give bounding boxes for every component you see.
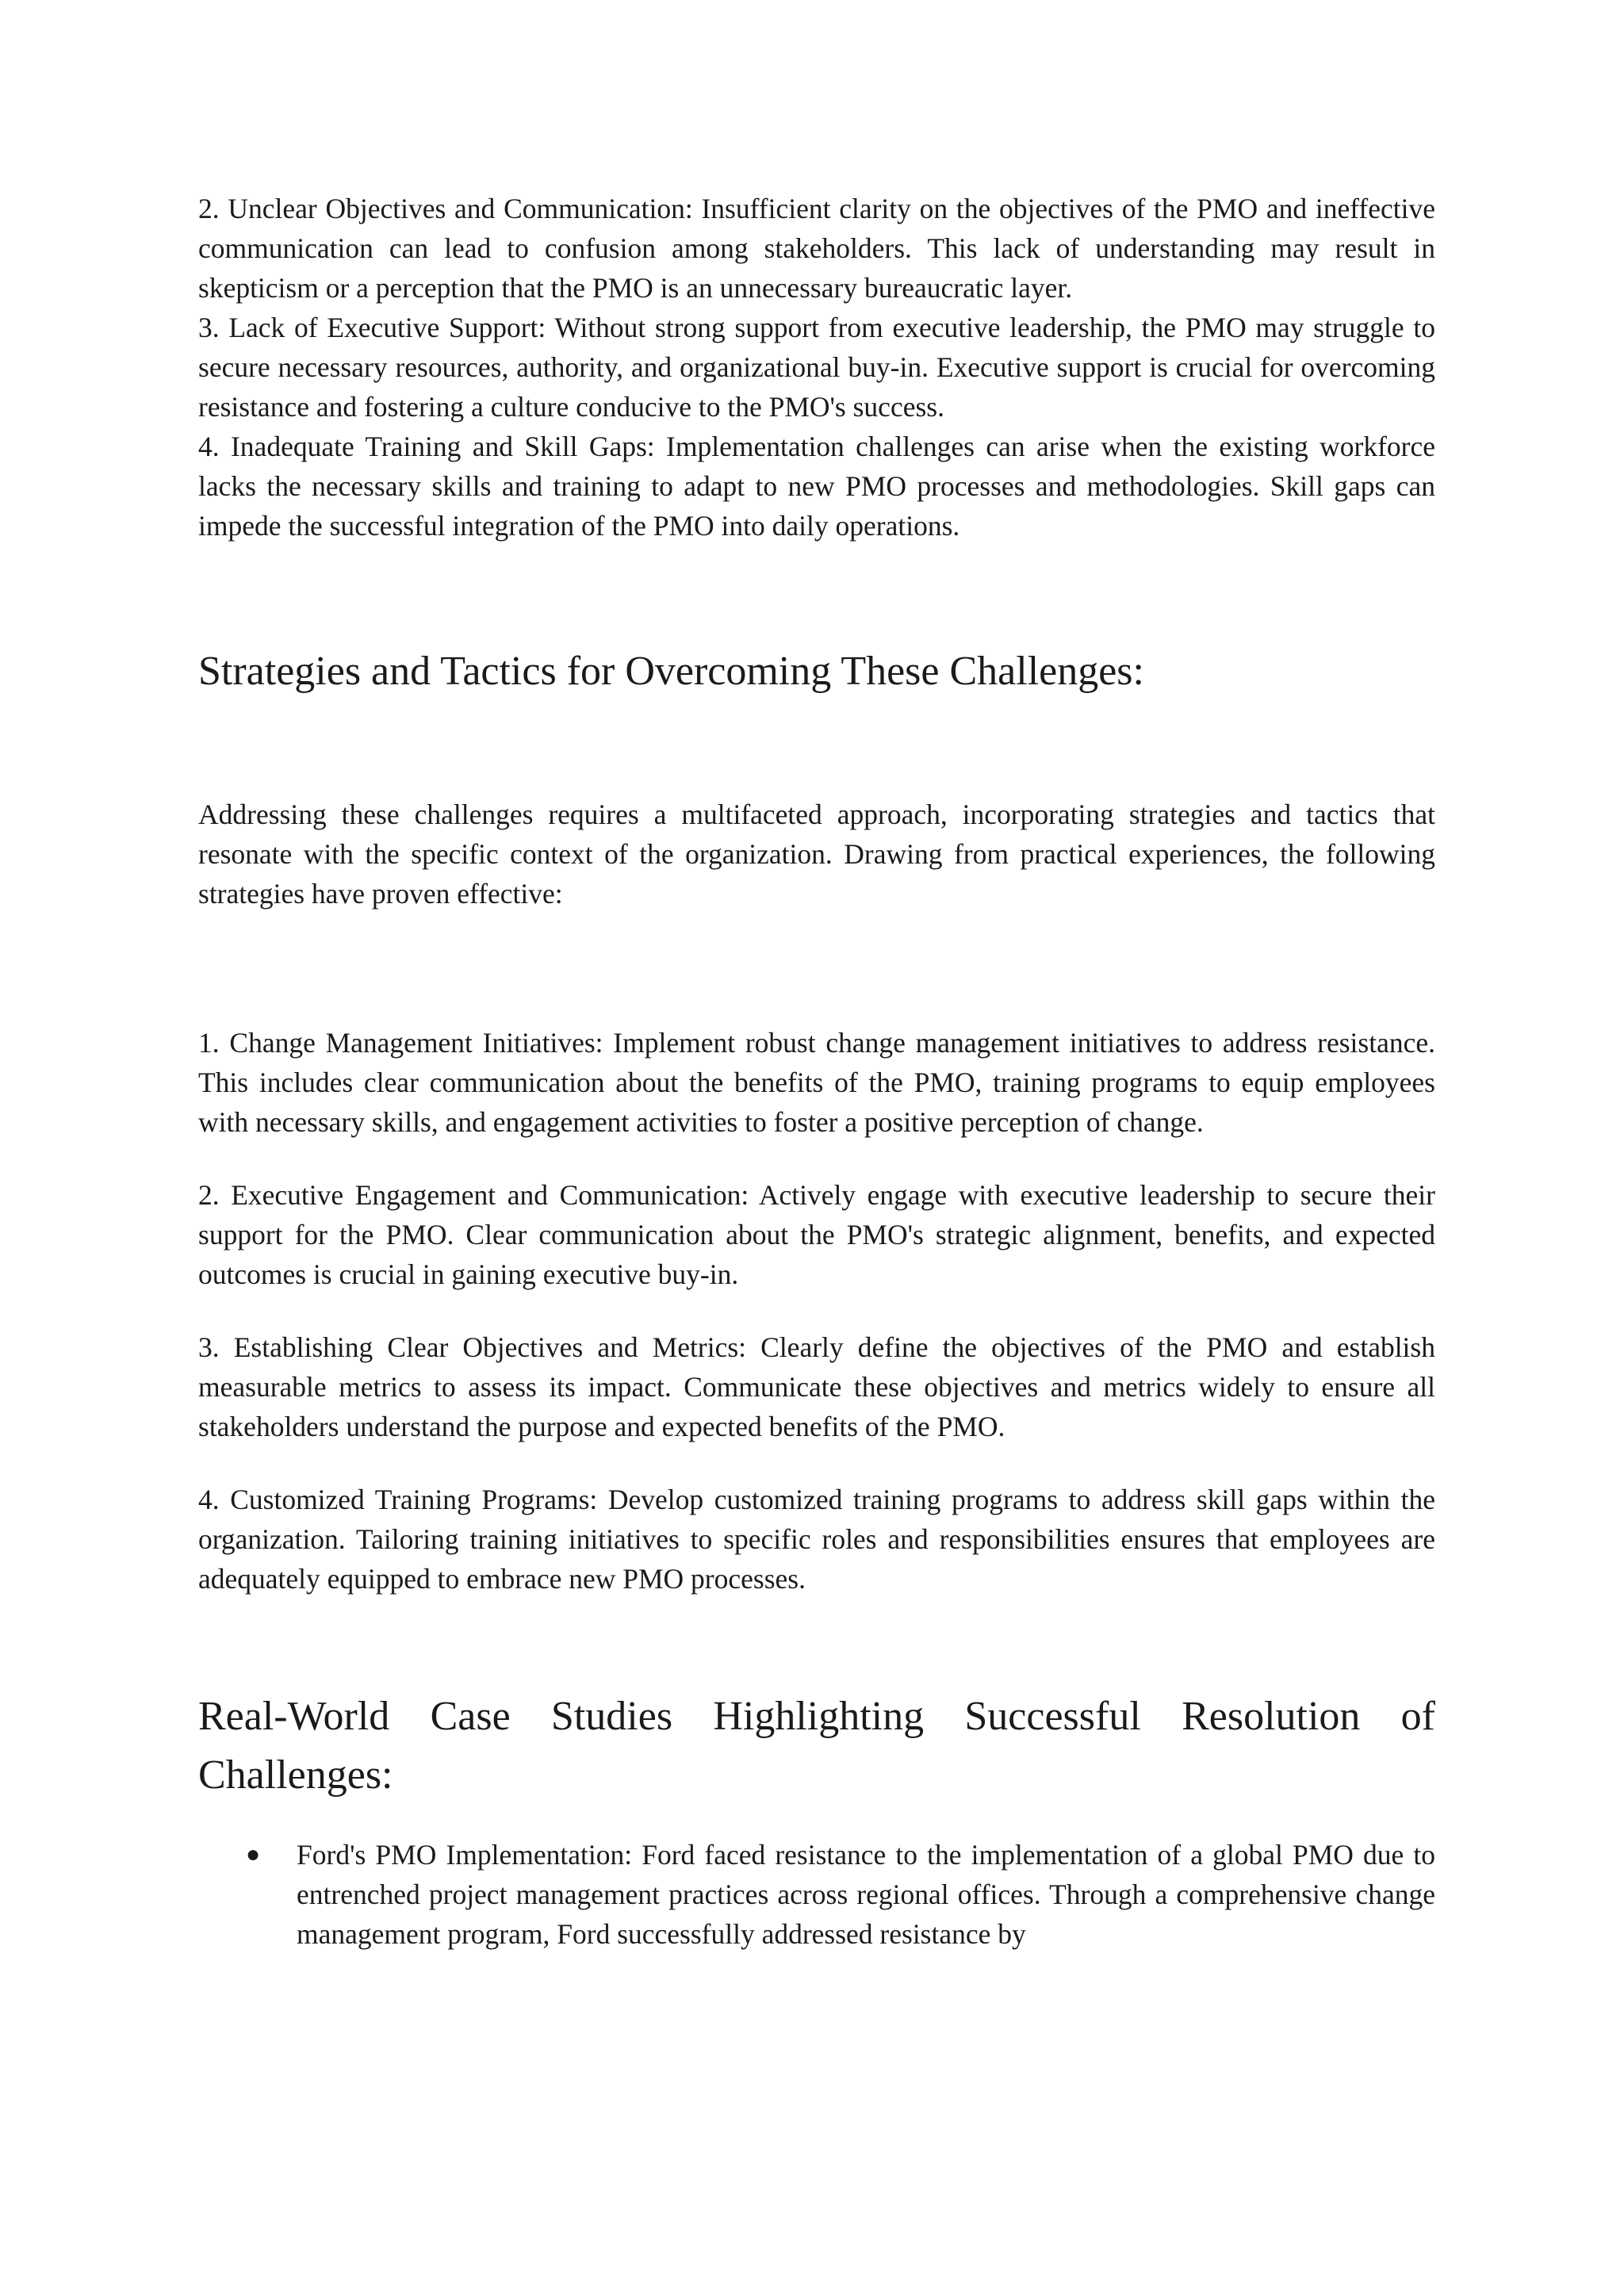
section-heading-case-studies: Real-World Case Studies Highlighting Successful Resolution of Challenges: [198, 1694, 1435, 1798]
case-studies-list [198, 1835, 1435, 1954]
page-content [198, 189, 1435, 1954]
strategy-item-2: 2. Executive Engagement and Communication: Actively engage with executive leadership to secure their support for the PMO. Clear communication about the PMO's strategic alignment, benefits, and expected outcomes is crucial in gaining executive buy-in. [198, 1179, 1435, 1290]
case-study-text: Ford's PMO Implementation: Ford faced resistance to the implementation of a global PMO due to entrenched project management practices across regional offices. Through a comprehensive change management program, Ford successfully addressed resistance by [297, 1839, 1435, 1950]
challenges-list [198, 189, 1435, 546]
strategy-item-3: 3. Establishing Clear Objectives and Metrics: Clearly define the objectives of the PMO and establish measurable metrics to assess its impact. Communicate these objectives and metrics widely to ensure all stakeholders understand the purpose and expected benefits of the PMO. [198, 1331, 1435, 1442]
challenge-item-4: 4. Inadequate Training and Skill Gaps: Implementation challenges can arise when the existing workforce lacks the necessary skills and training to adapt to new PMO processes and methodologies. Skill gaps can impede the successful integration of the PMO into daily operations. [198, 431, 1435, 542]
strategies-intro-paragraph: Addressing these challenges requires a multifaceted approach, incorporating strategies and tactics that resonate with the specific context of the organization. Drawing from practical experiences, the following strategies have proven effective: [198, 798, 1435, 910]
bullet-icon: ● [246, 1841, 261, 1867]
case-study-item [198, 1835, 1435, 1954]
strategy-item-1: 1. Change Management Initiatives: Implement robust change management initiatives to address resistance. This includes clear communication about the benefits of the PMO, training programs to equip employees with necessary skills, and engagement activities to foster a positive perception of change. [198, 1027, 1435, 1138]
challenge-item-3: 3. Lack of Executive Support: Without strong support from executive leadership, the PMO may struggle to secure necessary resources, authority, and organizational buy-in. Executive support is crucial for overcoming resistance and fostering a culture conducive to the PMO's success. [198, 312, 1435, 423]
section-heading-strategies: Strategies and Tactics for Overcoming These Challenges: [198, 649, 1144, 694]
strategy-item-4: 4. Customized Training Programs: Develop customized training programs to address skill gaps within the organization. Tailoring training initiatives to specific roles and responsibilities ensures that employees are adequately equipped to embrace new PMO processes. [198, 1484, 1435, 1595]
challenge-item-2: 2. Unclear Objectives and Communication: Insufficient clarity on the objectives of the PMO and ineffective communication can lead to confusion among stakeholders. This lack of understanding may result in skepticism or a perception that the PMO is an unnecessary bureaucratic layer. [198, 193, 1435, 304]
